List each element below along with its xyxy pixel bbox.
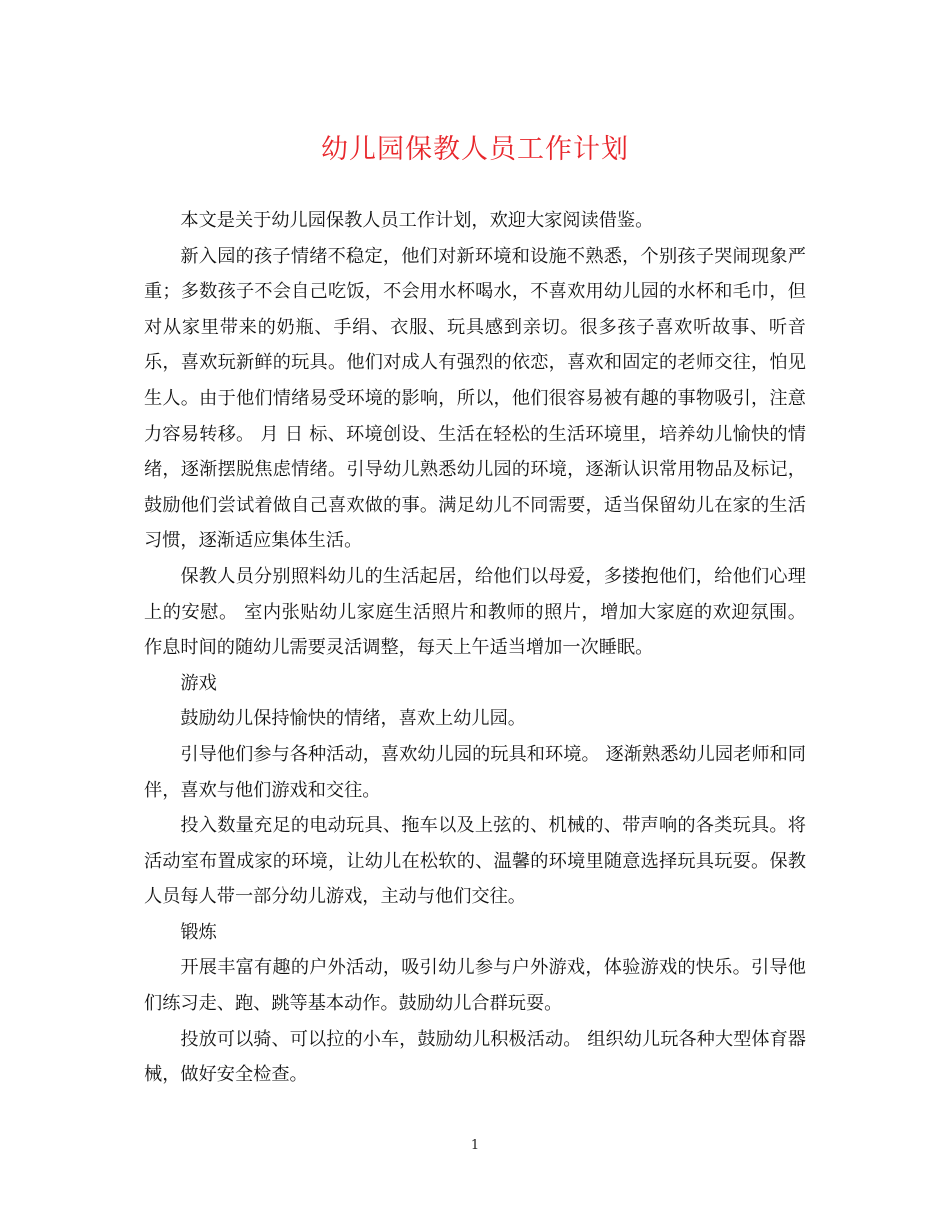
document-title: 幼儿园保教人员工作计划 bbox=[321, 134, 629, 165]
page-number: 1 bbox=[470, 1138, 480, 1153]
paragraph-exercise-equipment: 投放可以骑、可以拉的小车，鼓励幼儿积极活动。 组织幼儿玩各种大型体育器械，做好安全检查。 bbox=[144, 1028, 806, 1086]
paragraph-intro: 本文是关于幼儿园保教人员工作计划，欢迎大家阅读借鉴。 bbox=[180, 210, 654, 231]
paragraph-care-measures: 保教人员分别照料幼儿的生活起居，给他们以母爱，多搂抱他们，给他们心理上的安慰。 室内张贴幼儿家庭生活照片和教师的照片，增加大家庭的欢迎氛围。 作息时间的随幼儿需要灵活调整，每天上午适当增加一次睡眠。 bbox=[144, 565, 806, 659]
document-body bbox=[144, 203, 806, 1093]
paragraph-exercise-activities: 开展丰富有趣的户外活动，吸引幼儿参与户外游戏，体验游戏的快乐。引导他们练习走、跑、跳等基本动作。鼓励幼儿合群玩耍。 bbox=[144, 957, 806, 1015]
paragraph-games-goal: 鼓励幼儿保持愉快的情绪，喜欢上幼儿园。 bbox=[180, 708, 526, 730]
section-heading-exercise: 锻炼 bbox=[180, 921, 217, 943]
paragraph-games-guidance: 引导他们参与各种活动，喜欢幼儿园的玩具和环境。 逐渐熟悉幼儿园老师和同伴，喜欢与他们游戏和交往。 bbox=[144, 743, 806, 801]
paragraph-child-situation: 新入园的孩子情绪不稳定，他们对新环境和设施不熟悉，个别孩子哭闹现象严重；多数孩子不会自己吃饭，不会用水杯喝水，不喜欢用幼儿园的水杯和毛巾，但对从家里带来的奶瓶、手绢、衣服、玩具感到亲切。很多孩子喜欢听故事、听音乐，喜欢玩新鲜的玩具。他们对成人有强烈的依恋，喜欢和固定的老师交往，怕见生人。由于他们情绪易受环境的影响，所以，他们很容易被有趣的事物吸引，注意力容易转移。 月 日 标、环境创设、生活在轻松的生活环境里，培养幼儿愉快的情绪，逐渐摆脱焦虑情绪。引导幼儿熟悉幼儿园的环境，逐渐认识常用物品及标记，鼓励他们尝试着做自己喜欢做的事。满足幼儿不同需要，适当保留幼儿在家的生活习惯，逐渐适应集体生活。 bbox=[144, 245, 806, 552]
section-heading-games: 游戏 bbox=[180, 672, 217, 694]
paragraph-games-toys: 投入数量充足的电动玩具、拖车以及上弦的、机械的、带声响的各类玩具。将活动室布置成家的环境，让幼儿在松软的、温馨的环境里随意选择玩具玩耍。保教人员每人带一部分幼儿游戏，主动与他们交往。 bbox=[144, 815, 806, 908]
